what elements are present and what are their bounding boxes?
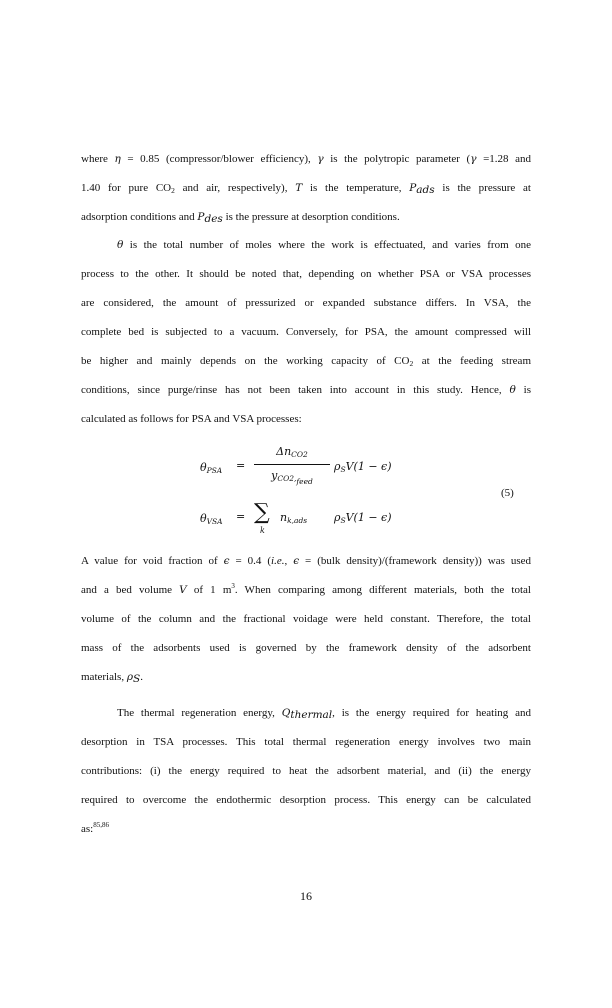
symbol-Q: Q [281,707,291,719]
symbol-P: P [409,182,417,194]
text: = 0.4 ( [229,555,272,567]
citation-superscript: 85,86 [93,821,109,829]
symbol-eta: η [114,153,121,165]
text: . [140,671,143,683]
text-line [81,671,531,683]
text: is [515,384,531,396]
text-line [81,355,531,367]
theta-vsa: $\theta_{VSA}$ [200,512,223,526]
equation-number: (5) [501,487,514,499]
symbol-gamma: γ [470,153,477,165]
text-line: required to overcome the endothermic desorption process. This energy can be calculated [81,794,531,806]
page-number: 16 [300,889,312,903]
equals-sign: = [236,459,246,472]
text: A value for void fraction of [81,555,224,567]
text: = 0.85 (compressor/blower efficiency), [120,153,318,165]
psa-rhs: $\rho_SV(1 - \epsilon)$ [334,460,392,474]
fraction-numerator: $\Delta n_{CO2}$ [276,445,308,459]
text-line [117,707,531,719]
symbol-T: T [295,182,303,194]
symbol-P: P [197,211,205,223]
subscript: 2 [171,186,175,195]
text-line: mass of the adsorbents used is governed by the framework density of the adsorbent [81,642,531,654]
text: i.e. [271,555,285,567]
vsa-rhs: $\rho_SV(1 - \epsilon)$ [334,511,392,525]
symbol-theta: θ [509,384,516,396]
symbol-epsilon: ϵ [293,555,300,567]
text: , [284,555,294,567]
text: The thermal regeneration energy, [117,707,282,719]
text-line [81,823,531,835]
text: as: [81,823,94,835]
text-line [81,211,531,223]
subscript: 2 [409,359,414,368]
symbol-epsilon: ϵ [223,555,230,567]
text-line: process to the other. It should be noted that, depending on whether PSA or VSA processes [81,268,531,280]
text-line [81,584,531,596]
superscript: 3 [231,582,235,590]
equals-sign: = [236,510,246,523]
text-line [81,555,531,567]
summation-index: k [260,526,265,535]
text: is the pressure at [434,182,531,194]
text: 1.40 for pure CO [81,182,172,194]
subscript: S [133,673,141,685]
text-line: desorption in TSA processes. This total thermal regeneration energy involves two main [81,736,531,748]
text: , is the energy required for heating and [332,707,531,719]
text: is the polytropic parameter ( [323,153,471,165]
fraction-bar [254,464,330,465]
text: is the total number of moles where the work is effectuated, and varies from one [123,239,531,251]
n-k-ads: $n_{k,ads}$ [280,511,308,525]
text: and a bed volume [81,584,180,596]
text: of 1 m [186,584,232,596]
subscript-ads: ads [416,184,435,196]
text: is the pressure at desorption conditions. [222,211,400,223]
text: =1.28 and [476,153,532,165]
text-line: complete bed is subjected to a vacuum. Conversely, for PSA, the amount compressed will [81,326,531,338]
text: materials, [81,671,127,683]
text: and air, respectively), [174,182,296,194]
text: where [81,153,115,165]
text: is the temperature, [302,182,410,194]
text: adsorption conditions and [81,211,198,223]
text-line [81,384,531,396]
summation-sign: ∑ [254,500,270,525]
text-line: contributions: (i) the energy required to heat the adsorbent material, and (ii) the energy [81,765,531,777]
subscript-des: des [204,213,223,225]
fraction-denominator: $y_{CO2,feed}$ [271,469,313,486]
text: = (bulk density)/(framework density)) was used [299,555,532,567]
symbol-gamma: γ [317,153,324,165]
symbol-V: V [179,584,187,596]
text-line: are considered, the amount of pressurized or expanded substance differs. In VSA, the [81,297,531,309]
text: conditions, since purge/rinse has not been taken into account in this study. Hence, [81,384,510,396]
symbol-theta: θ [117,239,124,251]
text-line: calculated as follows for PSA and VSA processes: [81,413,302,425]
theta-psa: $\theta_{PSA}$ [200,461,223,475]
text: be higher and mainly depends on the working capacity of CO [81,355,410,367]
text: . When comparing among different materials, both the total [234,584,531,596]
subscript: thermal [290,709,333,721]
text-line: volume of the column and the fractional voidage were held constant. Therefore, the total [81,613,531,625]
text: at the feeding stream [413,355,532,367]
text-line [117,239,531,251]
text-line [81,182,531,194]
symbol-rho: ρ [126,671,134,683]
text-line [81,153,531,165]
